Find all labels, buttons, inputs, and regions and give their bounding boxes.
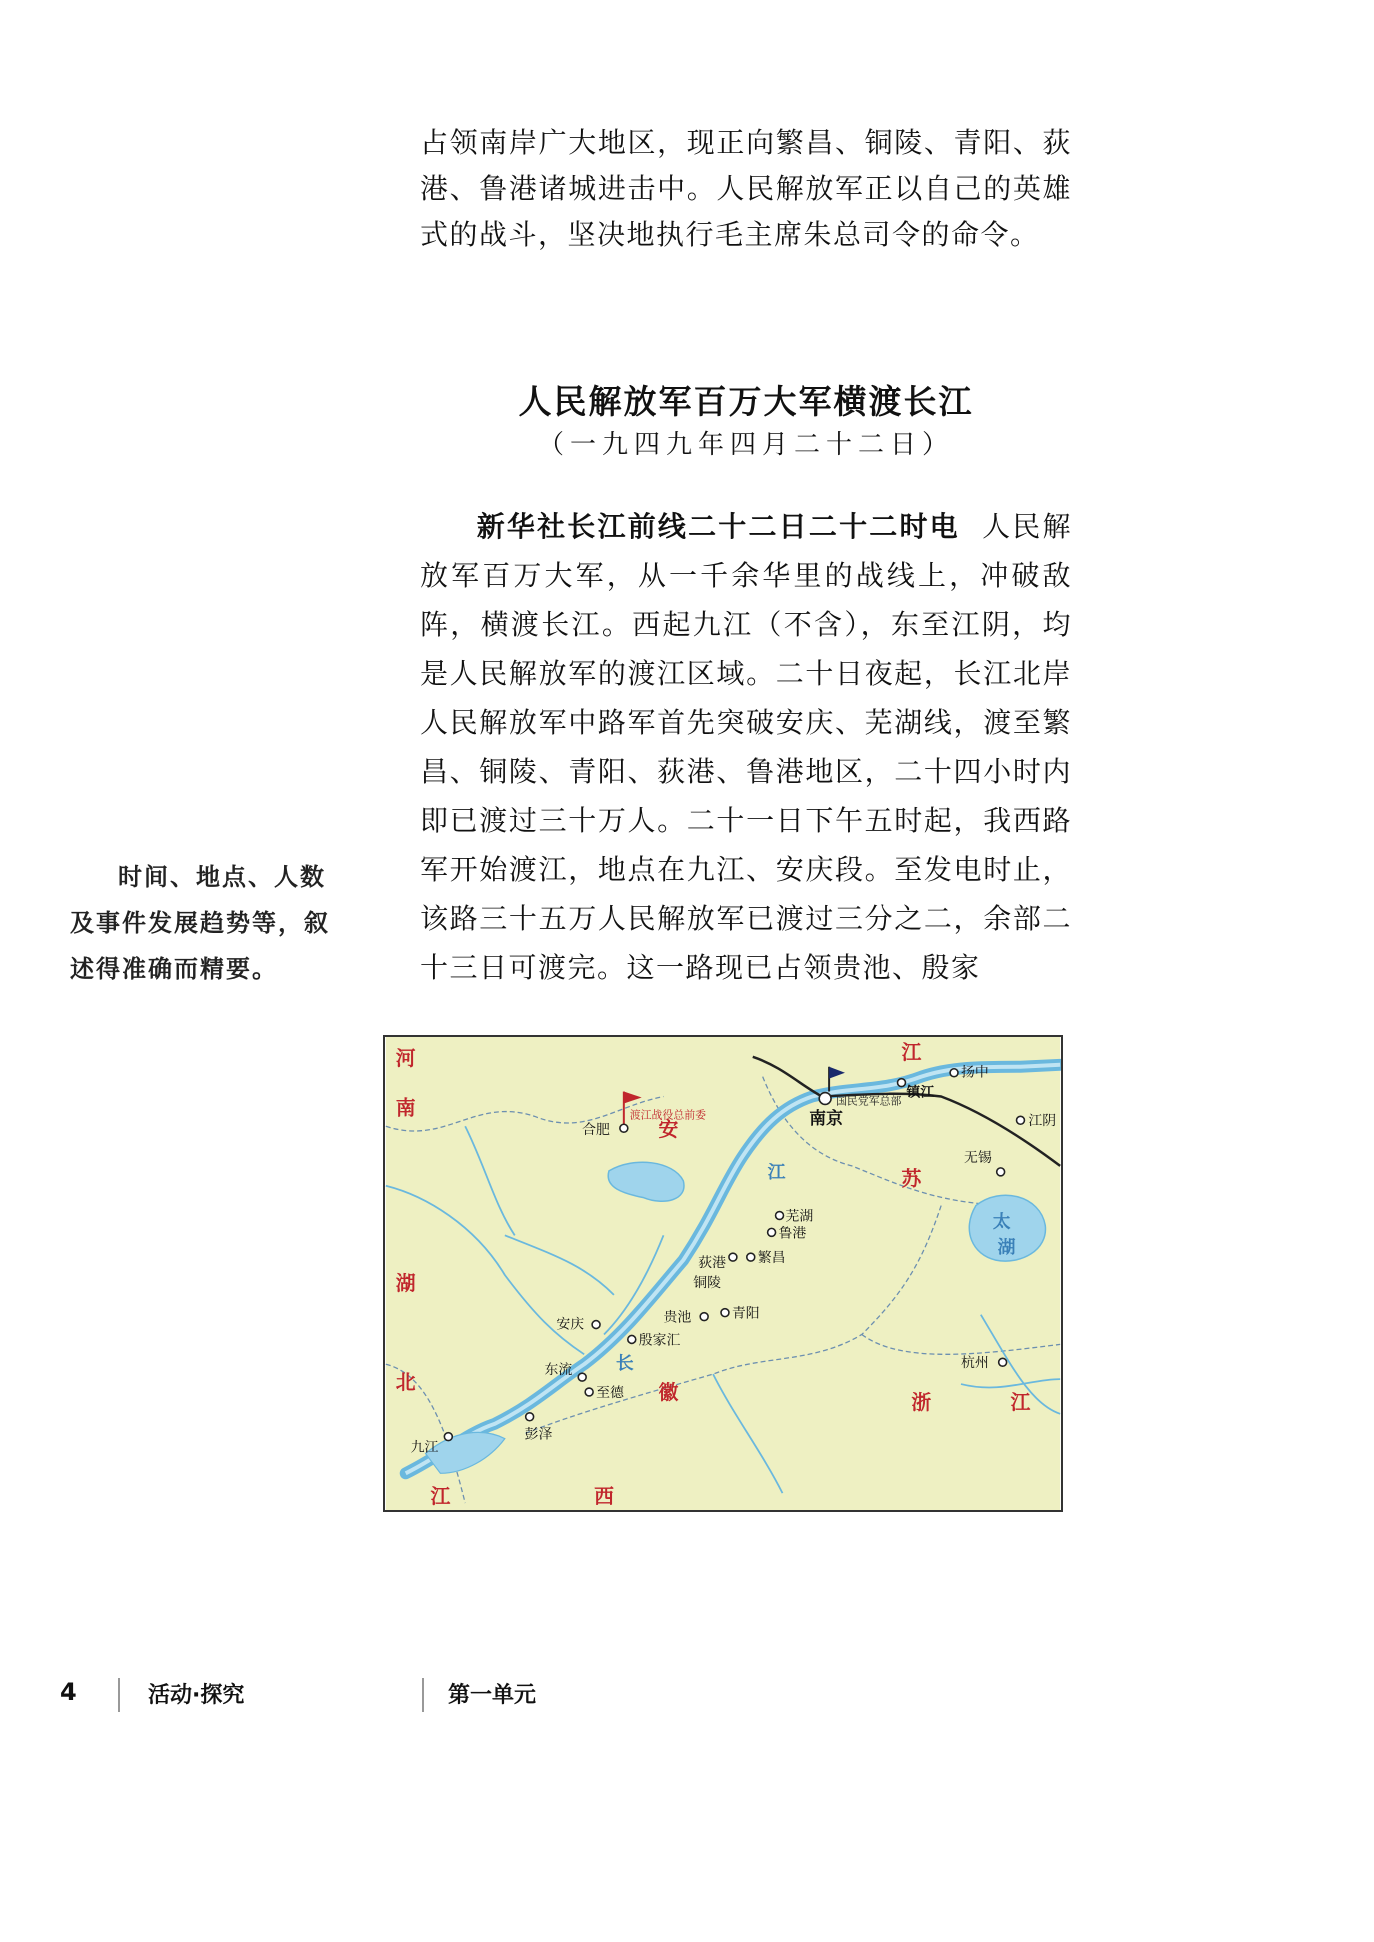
city-marker <box>729 1253 737 1261</box>
river-label-chang: 长 <box>615 1353 634 1374</box>
lake-label-tai: 太 <box>992 1211 1011 1232</box>
article-title: 人民解放军百万大军横渡长江 <box>518 382 974 421</box>
city-marker <box>444 1433 452 1441</box>
margin-note-text: 时间、地点、人数及事件发展趋势等，叙述得准确而精要。 <box>70 863 330 983</box>
article-date: （一九四九年四月二十二日） <box>537 430 954 460</box>
city-marker <box>721 1309 729 1317</box>
city-marker <box>578 1373 586 1381</box>
city-marker <box>628 1335 636 1343</box>
city-yangzhong: 扬中 <box>960 1063 989 1080</box>
city-marker <box>768 1228 776 1236</box>
kmt-hq-label: 国民党军总部 <box>836 1095 902 1108</box>
city-fanchang: 繁昌 <box>757 1249 786 1266</box>
province-zhejiang-2: 江 <box>1010 1391 1031 1414</box>
city-anqing: 安庆 <box>556 1315 585 1332</box>
city-marker <box>526 1413 534 1421</box>
city-marker <box>997 1168 1005 1176</box>
city-marker-capital <box>819 1093 831 1105</box>
city-lugang: 鲁港 <box>778 1224 807 1241</box>
city-hangzhou: 杭州 <box>960 1354 989 1371</box>
article-text: 人民解放军百万大军，从一千余华里的战线上，冲破敌阵，横渡长江。西起九江（不含），东至江阴，均是人民解放军的渡江区域。二十日夜起，长江北岸人民解放军中路军首先突破安庆、芜湖线，渡至繁昌、铜陵、青阳、荻港、鲁港地区，二十四小时内即已渡过三十万人。二十一日下午五时起，我西路军开始渡江，地点在九江、安庆段。至发电时止，该路三十五万人民解放军已渡过三分之二，余部二十三日可渡完。这一路现已占领贵池、殷家 <box>420 510 1072 984</box>
province-henan-2: 南 <box>395 1097 416 1120</box>
article-body <box>420 502 1072 992</box>
city-marker <box>999 1358 1007 1366</box>
city-pengze: 彭泽 <box>524 1425 553 1442</box>
city-marker <box>950 1069 958 1077</box>
river-label-jiang: 江 <box>767 1161 786 1182</box>
dateline: 新华社长江前线二十二日二十二时电 <box>476 510 960 543</box>
city-wuxi: 无锡 <box>963 1148 992 1165</box>
city-wuhu: 芜湖 <box>785 1207 814 1224</box>
province-anhui-2: 徽 <box>658 1381 679 1404</box>
city-marker <box>585 1388 593 1396</box>
city-marker <box>747 1253 755 1261</box>
city-qingyang: 青阳 <box>731 1304 760 1321</box>
city-nanjing: 南京 <box>809 1109 843 1129</box>
city-yinjiahui: 殷家汇 <box>638 1331 681 1348</box>
footer-unit: 第一单元 <box>448 1683 537 1708</box>
province-hubei-1: 湖 <box>395 1272 416 1295</box>
map-svg <box>385 1037 1061 1510</box>
city-zhide: 至德 <box>596 1383 624 1400</box>
margin-note <box>70 854 350 992</box>
province-zhejiang-1: 浙 <box>911 1391 932 1414</box>
province-hubei-2: 北 <box>395 1372 416 1395</box>
city-marker <box>592 1321 600 1329</box>
city-marker <box>1017 1116 1025 1124</box>
city-marker <box>620 1124 628 1132</box>
province-henan-1: 河 <box>395 1047 416 1070</box>
footer-divider <box>422 1678 424 1712</box>
province-anhui-1: 安 <box>658 1119 679 1142</box>
footer-section: 活动·探究 <box>148 1683 245 1708</box>
province-jiangxi-2: 西 <box>594 1486 614 1509</box>
city-marker <box>776 1212 784 1220</box>
footer-divider <box>118 1678 120 1712</box>
frontline-hq-label: 渡江战役总前委 <box>629 1109 707 1122</box>
city-marker <box>898 1079 906 1087</box>
page-number: 4 <box>60 1678 77 1706</box>
city-marker <box>700 1313 708 1321</box>
city-jiujiang: 九江 <box>410 1438 439 1455</box>
city-zhenjiang: 镇江 <box>906 1083 935 1100</box>
page-footer <box>0 1678 1374 1718</box>
city-dongliu: 东流 <box>544 1361 573 1378</box>
intro-text: 占领南岸广大地区，现正向繁昌、铜陵、青阳、荻港、鲁港诸城进击中。人民解放军正以自己的英雄式的战斗，坚决地执行毛主席朱总司令的命令。 <box>420 126 1072 251</box>
intro-paragraph <box>420 120 1072 258</box>
city-jiangyin: 江阴 <box>1028 1112 1057 1129</box>
province-jiangsu-1: 江 <box>901 1041 922 1064</box>
city-guichi: 贵池 <box>663 1308 692 1325</box>
province-jiangsu-2: 苏 <box>901 1168 922 1191</box>
river-crossing-map <box>383 1035 1063 1512</box>
province-jiangxi-1: 江 <box>430 1486 451 1509</box>
city-hefei: 合肥 <box>582 1121 610 1138</box>
city-tongling: 铜陵 <box>693 1273 722 1290</box>
lake-label-hu: 湖 <box>997 1237 1016 1258</box>
city-digang: 荻港 <box>698 1254 726 1271</box>
